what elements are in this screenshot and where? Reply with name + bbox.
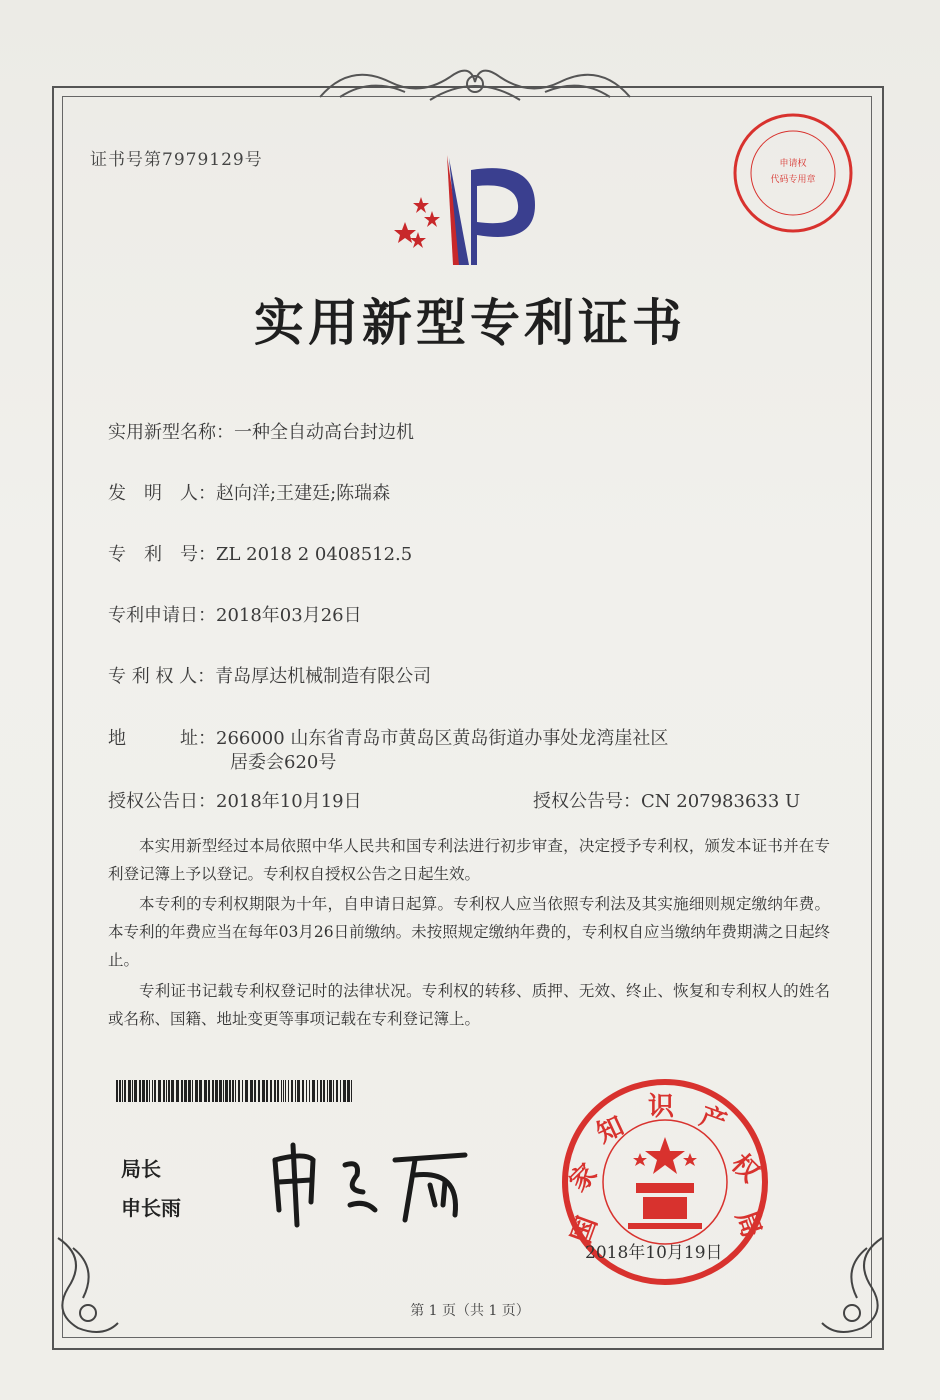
- announce-number-row: [533, 787, 800, 813]
- corner-ornament-icon: [48, 1228, 128, 1338]
- field-label: 专利申请日：: [108, 605, 216, 626]
- svg-text:产: 产: [695, 1101, 731, 1139]
- field-value: 青岛厚达机械制造有限公司: [215, 666, 432, 687]
- director-title: 局长: [121, 1157, 161, 1181]
- patent-number-row: [108, 540, 412, 566]
- field-label: 专 利 权 人：: [108, 666, 216, 687]
- address-line-2: 居委会620号: [230, 752, 337, 773]
- utility-model-name-row: [108, 418, 414, 444]
- field-label: 实用新型名称：: [108, 422, 234, 443]
- field-value: 266000 山东省青岛市黄岛区黄岛街道办事处龙湾崖社区: [216, 728, 669, 749]
- field-label: 发 明 人：: [108, 483, 216, 504]
- field-value: CN 207983633 U: [641, 791, 801, 812]
- field-value: ZL 2018 2 0408512.5: [216, 544, 413, 565]
- paragraph: 本专利的专利权期限为十年，自申请日起算。专利权人应当依照专利法及其实施细则规定缴纳年费。本专利的年费应当在每年03月26日前缴纳。未按照规定缴纳年费的，专利权自应当缴纳年费期满之日起终止。: [108, 895, 830, 969]
- field-label: 授权公告日：: [108, 791, 216, 812]
- corner-ornament-icon: [812, 1228, 892, 1338]
- certificate-title: 实用新型专利证书: [254, 294, 686, 352]
- svg-text:家: 家: [563, 1158, 604, 1198]
- issue-date: 2018年10月19日: [585, 1243, 723, 1263]
- svg-text:局: 局: [729, 1207, 767, 1242]
- top-ornament-icon: [310, 52, 640, 112]
- announce-date-row: [108, 787, 362, 813]
- field-value: 2018年03月26日: [216, 605, 362, 626]
- patent-office-logo-icon: [385, 150, 555, 275]
- certificate-number: 证书号第7979129号: [90, 150, 263, 170]
- office-seal-icon: [728, 108, 858, 238]
- field-label: 专 利 号：: [108, 544, 216, 565]
- svg-text:国: 国: [566, 1212, 604, 1248]
- svg-text:申请权: 申请权: [779, 159, 807, 169]
- field-value: 2018年10月19日: [216, 791, 362, 812]
- field-value: 一种全自动高台封边机: [234, 422, 414, 443]
- address-row: [108, 724, 668, 750]
- patentee-row: [108, 662, 431, 688]
- field-label: 地 址：: [108, 728, 216, 749]
- page-number: 第 1 页（共 1 页）: [410, 1303, 530, 1319]
- director-name: 申长雨: [121, 1196, 181, 1220]
- paragraph: 专利证书记载专利权登记时的法律状况。专利权的转移、质押、无效、终止、恢复和专利权人的姓名或名称、国籍、地址变更等事项记载在专利登记簿上。: [108, 982, 830, 1028]
- inventor-row: [108, 479, 390, 505]
- filing-date-row: [108, 601, 362, 627]
- field-label: 授权公告号：: [533, 791, 641, 812]
- paragraph: 本实用新型经过本局依照中华人民共和国专利法进行初步审查，决定授予专利权，颁发本证书并在专利登记簿上予以登记。专利权自授权公告之日起生效。: [108, 837, 830, 883]
- svg-text:代码专用章: 代码专用章: [770, 175, 816, 185]
- barcode-icon: [116, 1080, 356, 1102]
- svg-text:权: 权: [725, 1148, 765, 1189]
- svg-text:知: 知: [592, 1111, 629, 1150]
- field-value: 赵向洋;王建廷;陈瑞森: [216, 483, 391, 504]
- svg-text:识: 识: [648, 1092, 675, 1122]
- handwritten-signature-icon: [265, 1130, 485, 1230]
